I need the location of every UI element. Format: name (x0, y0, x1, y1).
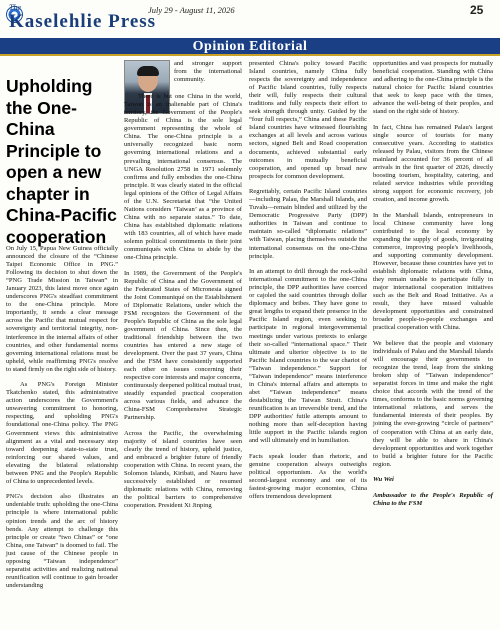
paragraph: Across the Pacific, the overwhelming majority of island countries have seen clearly the trend of history, upheld justice, and embraced a brighter future of friendly cooperation with China. In recent years, the Solomon Islands, Kiribati, and Nauru have successively established or resumed diplomatic relations with China, removing the political barriers to comprehensive cooperation. President Xi Jinping (124, 430, 242, 510)
article-headline: Upholding the One-China Principle to open a new chapter in China-Pacific cooperation (6, 76, 117, 247)
paragraph: As PNG's Foreign Minister Tkatchenko stated, this administrative action underscores the Government's unwavering commitment to honoring, respecting, and upholding PNG's foundational one-China policy. The PNG Government views this administrative alignment as a vital and necessary step toward deepening state-to-state trust, reinforcing our shared values, and elevating the bilateral relationship between PNG and the People's Republic of China to unprecedented levels. (6, 381, 118, 485)
article-column-3 (249, 60, 367, 508)
paragraph: Facts speak louder than rhetoric, and genuine cooperation always outweighs political opportunism. As the world's second-largest economy and one of its fastest-growing major economies, China offers tremendous development (249, 452, 367, 500)
article-column-2 (124, 60, 242, 518)
issue-date: July 29 - August 11, 2026 (148, 5, 235, 15)
paragraph: opportunities and vast prospects for mutually beneficial cooperation. Standing with China and adhering to the one-China principle is the natural choice for Pacific Island countries that seek to keep pace with the times, advance the well-being of their peoples, and stand on the right side of history. (373, 60, 493, 116)
paragraph: There is but one China in the world, Taiwan is an inalienable part of China's territory, the Government of the People's Republic of China is the sole legal government representing the whole of China. The one-China principle is a universally recognized basic norm governing international relations and a prevailing international consensus. The UNGA Resolution 2758 in 1971 solemnly confirms and fully embodies the one-China principle. It was clearly stated in the official legal opinions of the Office of Legal Affairs of the U.N. Secretariat that “the United Nations considers ‘Taiwan’ as a province of China with no separate status.” To date, China has established diplomatic relations with 183 countries, all of which have made solemn political commitments in their joint communiqués with China to abide by the one-China principle. (124, 93, 242, 262)
paragraph: In an attempt to drill through the rock-solid international commitment to the one-China principle, the DPP authorities have coerced or cajoled the said countries through dollar diplomacy and bribes. They have gone to great lengths to expand their presence in the Pacific Island region, even seeking to participate in regional intergovernmental meetings under various pretexts to enlarge their so-called “international space.” Their ultimate and ulterior objective is to tie Pacific Island countries to the war chariot of “Taiwan independence.” Support for “Taiwan independence” means interference in China's internal affairs and attempts to abet “Taiwan independence” means destabilizing the Taiwan Strait. China's reunification is an irreversible trend, and the DPP authorities' futile attempts amount to nothing more than self-deception having little support in the Pacific islands region and will ultimately end in humiliation. (249, 268, 367, 445)
signature-title: Ambassador to the People's Republic of China to the FSM (373, 491, 493, 508)
paragraph: We believe that the people and visionary individuals of Palau and the Marshall Islands will encourage their governments to recognize the trend, leap from the sinking broken ship of “Taiwan independence” separatist forces in time and make the right choice that accords with the trend of the times, conforms to the basic norms governing international relations, and serves the fundamental interests of their peoples. By joining the ever-growing “circle of partners” of cooperation with China at an early date, they will be able to share in China's development opportunities and work together to build a brighter future for the Pacific region. (373, 340, 493, 468)
paragraph: In fact, China has remained Palau's largest single source of tourists for many consecutive years. According to statistics released by Palau, visitors from the Chinese mainland accounted for 36 percent of all arrivals in the first quarter of 2026, directly boosting tourism, hospitality, catering, and related service industries while providing strong support for economic recovery, job creation, and income growth. (373, 123, 493, 204)
article-column-4 (373, 60, 493, 516)
paragraph: presented China's policy toward Pacific Island countries, namely China fully respects the sovereignty and independence of Pacific Island countries, fully respects their will, fully respects their cultural traditions and fully respects their effort to seek strength through unity. Guided by the “four full respects,” China and these Pacific Island countries have witnessed flourishing exchanges at all levels and across various sectors, signed Belt and Road cooperation documents, achieved substantial early outcomes in mutually beneficial cooperation, and opened up broad new prospects for common development. (249, 60, 367, 180)
masthead (0, 0, 500, 38)
paragraph: On July 15, Papua New Guinea officially announced the closure of the “Chinese Taipei Economic Office in PNG.” Following its decision to shut down the “PNG Trade Mission in Taiwan” in January 2023, this latest move once again underscores PNG's steadfast commitment to the one-China principle. More importantly, it sends a clear message across the Pacific that mutual respect for sovereignty and territorial integrity, non-interference in the internal affairs of other countries, and other fundamental norms governing international relations must be upheld, while reaffirming PNG's resolve to stand firmly on the right side of history. (6, 245, 118, 373)
paragraph: and stronger support from the international community. (174, 60, 242, 84)
section-banner (0, 38, 500, 56)
paragraph: Regrettably, certain Pacific Island countries—including Palau, the Marshall Islands, and Tuvalu—remain blinded and utilized by the Democratic Progressive Party (DPP) authorities in Taiwan and continue to maintain so-called “diplomatic relations” with Taiwan, placing themselves outside the international consensus on the one-China principle. (249, 188, 367, 260)
newspaper-name: Kaselehlie Press (9, 11, 157, 32)
signature-name: Wu Wei (373, 476, 394, 484)
article-column-1 (6, 245, 118, 597)
masthead-the: The (9, 3, 21, 12)
paragraph: In 1989, the Government of the People's Republic of China and the Government of the Federated States of Micronesia signed the Joint Communiqué on the Establishment of Diplomatic Relations, under which the FSM recognizes the Government of the People's Republic of China as the sole legal government of China. Since then, the traditional friendship between the two countries has entered a new stage of development. Over the past 37 years, China and the FSM have consistently supported each other on issues concerning their respective core interests and major concerns, continuously deepened political mutual trust, steadily expanded practical cooperation across various fields, and advance the China-FSM Comprehensive Strategic Partnership. (124, 269, 243, 422)
section-title: Opinion Editorial (192, 39, 308, 54)
paragraph: PNG's decision also illustrates an undeniable truth: upholding the one-China principle is where international public opinion trends and the arc of history bends. Any attempt to challenge this principle or create “two Chinas” or “one China, one Taiwan” is doomed to fail. The just cause of the Chinese people in opposing “Taiwan independence” separatist activities and realizing national reunification will continue to gain broader understanding (6, 493, 118, 589)
paragraph: In the Marshall Islands, entrepreneurs in local Chinese community have long contributed to the local economy by expanding the supply of goods, invigorating commerce, improving people's livelihoods, and supporting community development. However, because these countries have yet to establish diplomatic relations with China, they remain unable to participate fully in major international cooperation initiatives such as the Belt and Road Initiative. As a result, they have missed valuable development opportunities and constrained broader people-to-people exchanges and practical cooperation with China. (373, 211, 493, 332)
page-number: 25 (470, 3, 484, 17)
